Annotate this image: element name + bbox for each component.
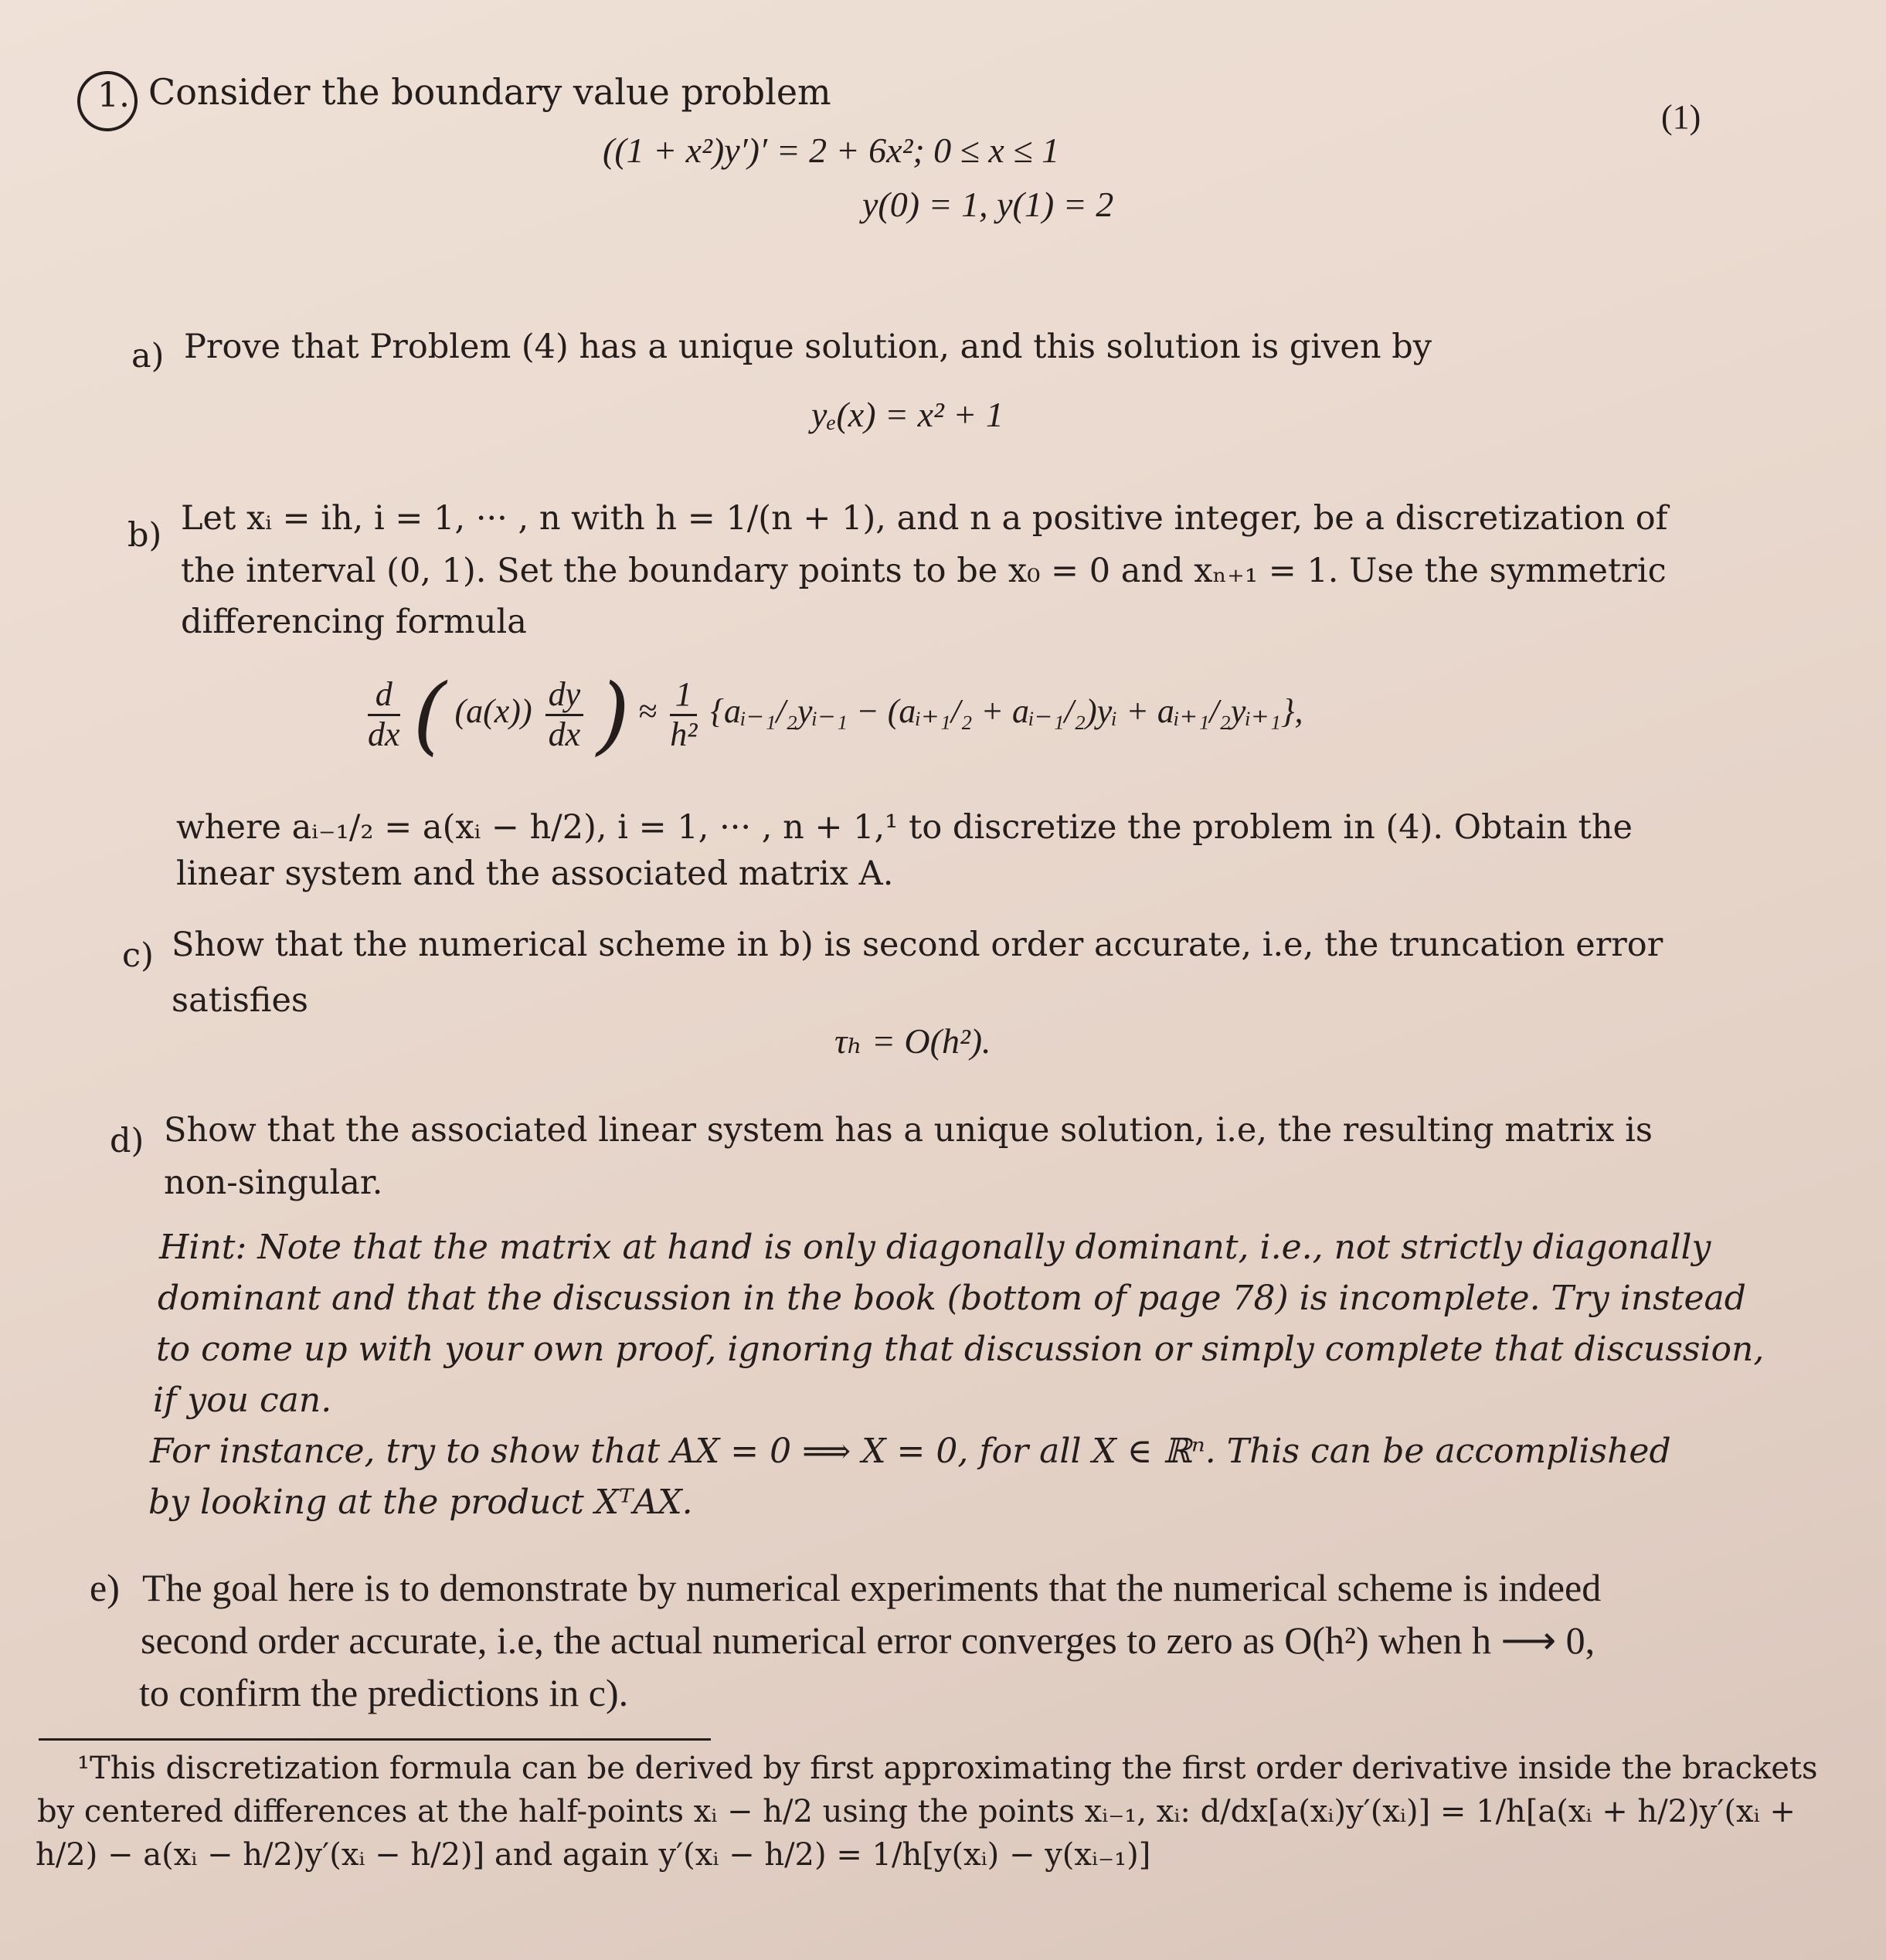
hint-line2: dominant and that the discussion in the book (bottom of page 78) is incomplete. Try instead	[158, 1279, 1746, 1318]
right-big-paren: )	[596, 665, 630, 764]
footnote-line1: ¹This discretization formula can be derived by first approximating the first order derivative inside the brackets	[77, 1751, 1818, 1786]
boundary-conditions: y(0) = 1, y(1) = 2	[862, 185, 1114, 224]
part-a-label: a)	[131, 337, 165, 375]
part-b-line2: the interval (0, 1). Set the boundary points to be x₀ = 0 and xₙ₊₁ = 1. Use the symmetric	[181, 552, 1667, 590]
footnote-rule	[39, 1738, 711, 1741]
differencing-formula	[363, 665, 1303, 764]
part-b-line5: linear system and the associated matrix A.	[176, 854, 894, 893]
left-big-paren: (	[413, 665, 447, 764]
part-b-line3: differencing formula	[181, 603, 527, 641]
dy-dx-fraction	[545, 676, 584, 753]
part-b-line1: Let xᵢ = ih, i = 1, ··· , n with h = 1/(n + 1), and n a positive integer, be a discretization of	[181, 499, 1668, 538]
part-a-text: Prove that Problem (4) has a unique solution, and this solution is given by	[184, 328, 1432, 366]
part-b-line4: where aᵢ₋₁/₂ = a(xᵢ − h/2), i = 1, ··· , n + 1,¹ to discretize the problem in (4). Obtain the	[176, 808, 1633, 847]
part-b-label: b)	[127, 516, 162, 555]
hint-line4: if you can.	[153, 1381, 332, 1420]
exact-solution: yₑ(x) = x² + 1	[811, 395, 1004, 434]
hint-line3: to come up with your own proof, ignoring that discussion or simply complete that discussion,	[156, 1330, 1765, 1369]
part-e-label: e)	[90, 1566, 120, 1609]
dx-denominator: dx	[368, 715, 400, 753]
one-numerator: 1	[670, 676, 697, 715]
truncation-error-eq: τₕ = O(h²).	[834, 1021, 991, 1061]
dy-dx-denominator: dx	[548, 715, 581, 753]
part-e-line2: second order accurate, i.e, the actual numerical error converges to zero as O(h²) when h ⟶ 0,	[141, 1619, 1595, 1662]
d-numerator: d	[368, 676, 400, 715]
part-e-line3: to confirm the predictions in c).	[139, 1671, 629, 1714]
hint-line1: Hint: Note that the matrix at hand is only diagonally dominant, i.e., not strictly diagonally	[159, 1228, 1711, 1267]
formula-rhs: {aᵢ₋₁/₂yᵢ₋₁ − (aᵢ₊₁/₂ + aᵢ₋₁/₂)yᵢ + aᵢ₊₁/₂yᵢ₊₁},	[710, 692, 1303, 731]
footnote-line2: by centered differences at the half-points xᵢ − h/2 using the points xᵢ₋₁, xᵢ: d/dx[a(xᵢ)y′(xᵢ)] = 1/h[a(xᵢ + h/2)y′(xᵢ +	[37, 1794, 1796, 1829]
part-d-label: d)	[110, 1122, 144, 1160]
part-c-label: c)	[122, 936, 154, 975]
part-e-line1: The goal here is to demonstrate by numerical experiments that the numerical scheme is indeed	[142, 1566, 1602, 1609]
equation-number: (1)	[1661, 98, 1701, 136]
problem-number: 1.	[97, 76, 130, 115]
hint-line6: by looking at the product XᵀAX.	[148, 1483, 693, 1522]
footnote-line3: h/2) − a(xᵢ − h/2)y′(xᵢ − h/2)] and again y′(xᵢ − h/2) = 1/h[y(xᵢ) − y(xᵢ₋₁)]	[36, 1837, 1151, 1873]
problem-intro: Consider the boundary value problem	[148, 71, 831, 113]
hint-line5: For instance, try to show that AX = 0 ⟹ X = 0, for all X ∈ ℝⁿ. This can be accomplished	[150, 1432, 1671, 1471]
formula-inner: (a(x))	[454, 692, 532, 731]
part-c-line1: Show that the numerical scheme in b) is second order accurate, i.e, the truncation error	[172, 926, 1663, 964]
part-d-line2: non-singular.	[164, 1163, 383, 1202]
part-d-line1: Show that the associated linear system has a unique solution, i.e, the resulting matrix is	[164, 1111, 1653, 1150]
part-c-line2: satisfies	[172, 981, 308, 1020]
dy-numerator: dy	[545, 676, 584, 715]
ode-equation: ((1 + x²)y′)′ = 2 + 6x²; 0 ≤ x ≤ 1	[603, 131, 1060, 170]
approx-symbol: ≈	[638, 692, 658, 731]
h2-denominator: h²	[670, 715, 698, 753]
d-dx-fraction	[368, 676, 400, 753]
one-over-h2-fraction	[670, 676, 697, 753]
